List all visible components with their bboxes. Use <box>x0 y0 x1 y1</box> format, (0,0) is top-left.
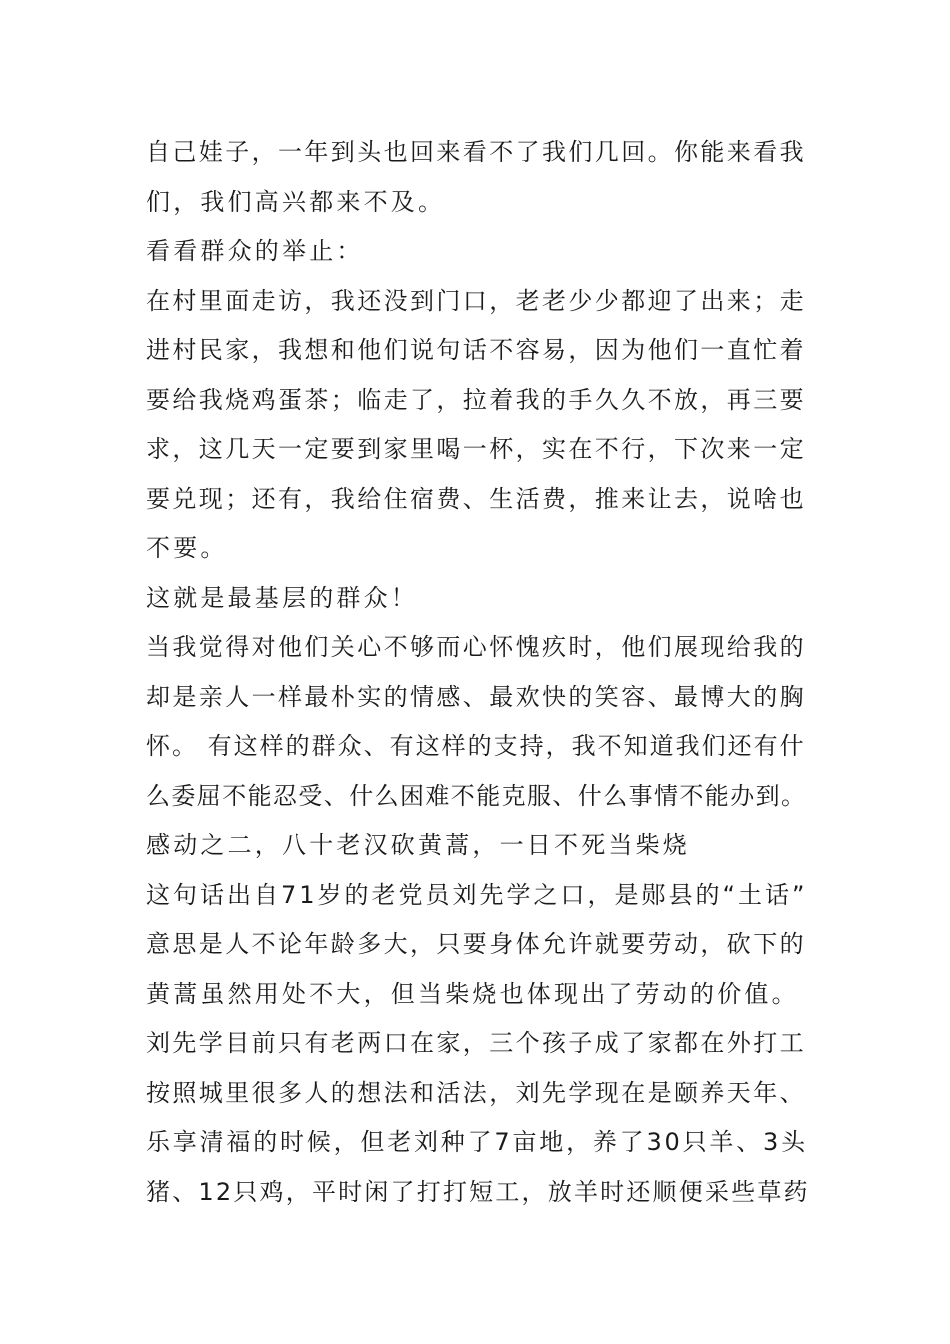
text-line-12: 却是亲人一样最朴实的情感、最欢快的笑容、最博大的胸 <box>146 682 806 711</box>
text-line-16: 这句话出自71岁的老党员刘先学之口，是郧县的“土话” <box>146 880 808 909</box>
text-line-18: 黄蒿虽然用处不大，但当柴烧也体现出了劳动的价值。 <box>146 979 799 1008</box>
text-line-2: 们，我们高兴都来不及。 <box>146 187 446 216</box>
text-line-11: 当我觉得对他们关心不够而心怀愧疚时，他们展现给我的 <box>146 633 806 661</box>
text-line-19: 刘先学目前只有老两口在家，三个孩子成了家都在外打工 <box>146 1029 806 1057</box>
text-line-7: 求，这几天一定要到家里喝一杯，实在不行，下次来一定 <box>146 435 806 463</box>
text-line-10: 这就是最基层的群众！ <box>146 583 418 612</box>
document-body <box>146 128 810 1217</box>
text-line-4: 在村里面走访，我还没到门口，老老少少都迎了出来；走 <box>146 286 806 315</box>
text-line-6: 要给我烧鸡蛋茶；临走了，拉着我的手久久不放，再三要 <box>146 385 806 414</box>
text-line-15: 感动之二，八十老汉砍黄蒿，一日不死当柴烧 <box>146 831 690 859</box>
text-line-5: 进村民家，我想和他们说句话不容易，因为他们一直忙着 <box>146 336 806 364</box>
text-line-1: 自己娃子，一年到头也回来看不了我们几回。你能来看我 <box>146 138 806 166</box>
text-line-3: 看看群众的举止： <box>146 237 364 265</box>
text-line-21: 乐享清福的时候，但老刘种了7亩地，养了30只羊、3头 <box>146 1128 808 1156</box>
text-line-22: 猪、12只鸡，平时闲了打打短工，放羊时还顺便采些草药 <box>146 1177 810 1206</box>
text-line-13: 怀。 有这样的群众、有这样的支持，我不知道我们还有什 <box>146 732 806 760</box>
text-line-14: 么委屈不能忍受、什么困难不能克服、什么事情不能办到。 <box>146 781 807 810</box>
text-line-9: 不要。 <box>146 534 228 562</box>
text-line-17: 意思是人不论年龄多大，只要身体允许就要劳动，砍下的 <box>146 930 806 958</box>
text-line-20: 按照城里很多人的想法和活法，刘先学现在是颐养天年、 <box>146 1078 806 1107</box>
text-line-8: 要兑现；还有，我给住宿费、生活费，推来让去，说啥也 <box>146 484 806 513</box>
